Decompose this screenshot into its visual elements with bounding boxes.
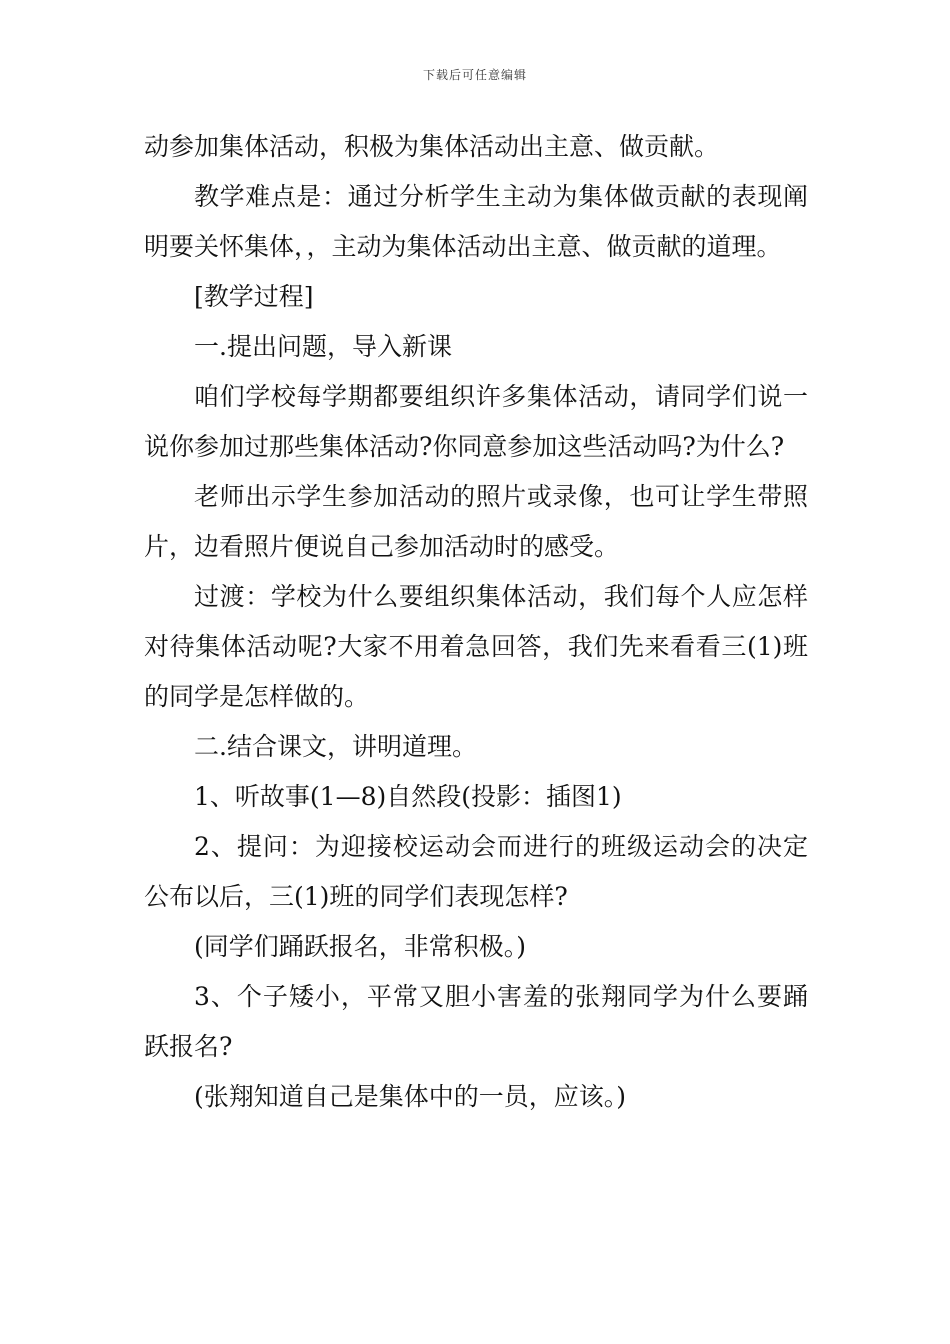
section-heading-teaching-process: [教学过程]	[194, 282, 314, 311]
list-item: 3、个子矮小，平常又胆小害羞的张翔同学为什么要踊跃报名?	[144, 982, 808, 1061]
document-body	[144, 122, 808, 1122]
paragraph-teaching-difficulty: 教学难点是：通过分析学生主动为集体做贡献的表现阐明要关怀集体，，主动为集体活动出主意、做贡献的道理。	[144, 182, 808, 261]
paragraph: 咱们学校每学期都要组织许多集体活动，请同学们说一说你参加过那些集体活动?你同意参加这些活动吗?为什么?	[144, 382, 808, 461]
page-header: 下载后可任意编辑	[422, 68, 527, 82]
answer-note: (张翔知道自己是集体中的一员，应该。)	[194, 1082, 627, 1111]
section-heading-1: 一.提出问题，导入新课	[194, 332, 452, 361]
list-item: 2、提问：为迎接校运动会而进行的班级运动会的决定公布以后，三(1)班的同学们表现怎样?	[144, 832, 808, 911]
section-heading-2: 二.结合课文，讲明道理。	[194, 732, 477, 761]
paragraph: 老师出示学生参加活动的照片或录像，也可让学生带照片，边看照片便说自己参加活动时的感受。	[144, 482, 808, 561]
answer-note: (同学们踊跃报名，非常积极。)	[194, 932, 527, 961]
paragraph-continuation: 动参加集体活动，积极为集体活动出主意、做贡献。	[144, 132, 720, 161]
paragraph-transition: 过渡：学校为什么要组织集体活动，我们每个人应怎样对待集体活动呢?大家不用着急回答，我们先来看看三(1)班的同学是怎样做的。	[144, 582, 808, 711]
list-item: 1、听故事(1—8)自然段(投影：插图1)	[194, 782, 622, 811]
